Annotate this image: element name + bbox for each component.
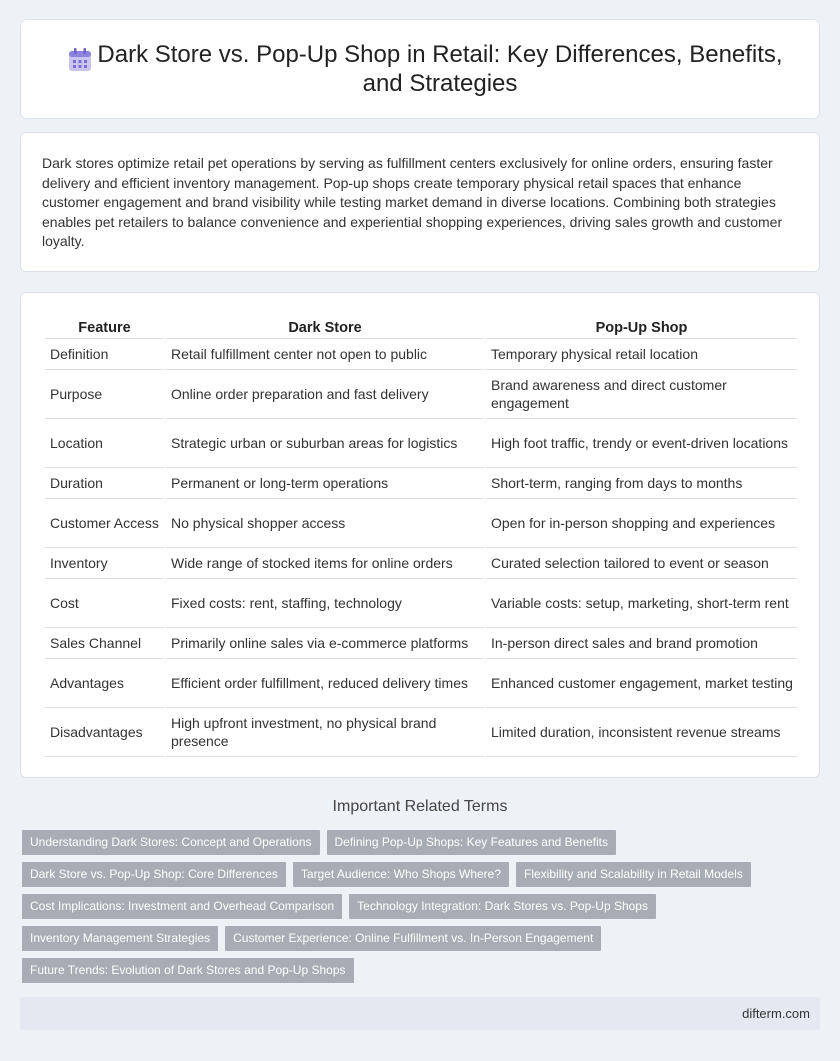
related-terms-title: Important Related Terms: [332, 798, 508, 815]
table-row: [45, 579, 797, 628]
dark-store-cell: High upfront investment, no physical brand presence: [166, 708, 484, 757]
footer-site-link[interactable]: difterm.com: [742, 1006, 810, 1021]
feature-cell: Cost: [45, 579, 164, 628]
related-term-tag[interactable]: Future Trends: Evolution of Dark Stores and Pop-Up Shops: [22, 958, 354, 983]
feature-cell: Sales Channel: [45, 628, 164, 659]
related-terms-list: [22, 830, 822, 990]
comparison-table: [43, 315, 799, 757]
feature-cell: Duration: [45, 468, 164, 499]
related-term-tag[interactable]: Defining Pop-Up Shops: Key Features and Benefits: [327, 830, 617, 855]
pop-up-shop-cell: Short-term, ranging from days to months: [486, 468, 797, 499]
feature-cell: Definition: [45, 339, 164, 370]
table-row: [45, 499, 797, 548]
comparison-card: [20, 292, 820, 778]
related-term-tag[interactable]: Target Audience: Who Shops Where?: [293, 862, 509, 887]
intro-card: [20, 132, 820, 272]
header-pop-up-shop: Pop-Up Shop: [486, 315, 797, 339]
pop-up-shop-cell: Curated selection tailored to event or season: [486, 548, 797, 579]
feature-cell: Customer Access: [45, 499, 164, 548]
table-row: [45, 548, 797, 579]
feature-cell: Advantages: [45, 659, 164, 708]
related-term-tag[interactable]: Inventory Management Strategies: [22, 926, 218, 951]
related-term-tag[interactable]: Cost Implications: Investment and Overhead Comparison: [22, 894, 342, 919]
tag-row: [22, 958, 822, 983]
related-term-tag[interactable]: Dark Store vs. Pop-Up Shop: Core Differences: [22, 862, 286, 887]
dark-store-cell: Wide range of stocked items for online orders: [166, 548, 484, 579]
feature-cell: Disadvantages: [45, 708, 164, 757]
dark-store-cell: Strategic urban or suburban areas for logistics: [166, 419, 484, 468]
related-term-tag[interactable]: Flexibility and Scalability in Retail Models: [516, 862, 751, 887]
dark-store-cell: Online order preparation and fast delivery: [166, 370, 484, 419]
pop-up-shop-cell: Brand awareness and direct customer engagement: [486, 370, 797, 419]
pop-up-shop-cell: Limited duration, inconsistent revenue streams: [486, 708, 797, 757]
table-row: [45, 708, 797, 757]
footer: [20, 997, 820, 1030]
tag-row: [22, 830, 822, 855]
dark-store-cell: Efficient order fulfillment, reduced delivery times: [166, 659, 484, 708]
page-title: Dark Store vs. Pop-Up Shop in Retail: Key Differences, Benefits, and Strategies: [97, 41, 783, 97]
intro-paragraph: Dark stores optimize retail pet operations by serving as fulfillment centers exclusively for online orders, ensuring faster delivery and efficient inventory management. Pop-up shops create temporary physical retail spaces that enhance customer engagement and brand visibility while testing market demand in diverse locations. Combining both strategies enables pet retailers to balance convenience and experiential shopping experiences, driving sales growth and customer loyalty.: [42, 155, 783, 249]
feature-cell: Purpose: [45, 370, 164, 419]
feature-cell: Inventory: [45, 548, 164, 579]
dark-store-cell: Fixed costs: rent, staffing, technology: [166, 579, 484, 628]
related-term-tag[interactable]: Understanding Dark Stores: Concept and Operations: [22, 830, 320, 855]
dark-store-cell: Permanent or long-term operations: [166, 468, 484, 499]
related-term-tag[interactable]: Technology Integration: Dark Stores vs. Pop-Up Shops: [349, 894, 656, 919]
dark-store-cell: Primarily online sales via e-commerce platforms: [166, 628, 484, 659]
header-card: [20, 19, 820, 119]
table-row: [45, 339, 797, 370]
feature-cell: Location: [45, 419, 164, 468]
pop-up-shop-cell: Open for in-person shopping and experiences: [486, 499, 797, 548]
tag-row: [22, 894, 822, 919]
pop-up-shop-cell: In-person direct sales and brand promotion: [486, 628, 797, 659]
pop-up-shop-cell: Temporary physical retail location: [486, 339, 797, 370]
table-row: [45, 628, 797, 659]
pop-up-shop-cell: Enhanced customer engagement, market testing: [486, 659, 797, 708]
tag-row: [22, 862, 822, 887]
header-feature: Feature: [45, 315, 164, 339]
related-term-tag[interactable]: Customer Experience: Online Fulfillment vs. In-Person Engagement: [225, 926, 601, 951]
dark-store-cell: No physical shopper access: [166, 499, 484, 548]
pop-up-shop-cell: High foot traffic, trendy or event-driven locations: [486, 419, 797, 468]
table-header-row: [45, 315, 797, 339]
pop-up-shop-cell: Variable costs: setup, marketing, short-term rent: [486, 579, 797, 628]
table-row: [45, 419, 797, 468]
table-row: [45, 370, 797, 419]
tag-row: [22, 926, 822, 951]
dark-store-cell: Retail fulfillment center not open to public: [166, 339, 484, 370]
header-dark-store: Dark Store: [166, 315, 484, 339]
table-row: [45, 659, 797, 708]
table-row: [45, 468, 797, 499]
